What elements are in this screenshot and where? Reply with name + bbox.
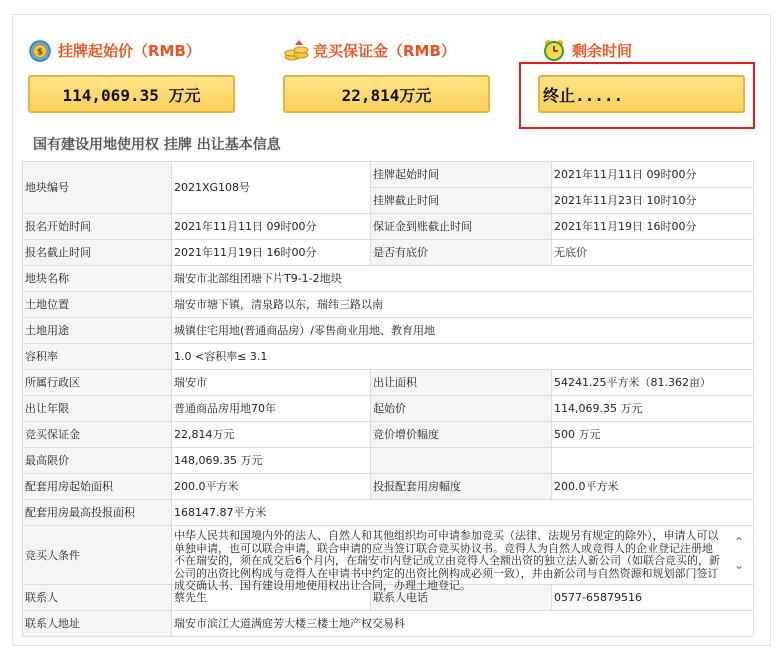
table-row [23, 214, 754, 240]
start-price-box: 114,069.35 万元 [28, 75, 235, 113]
district-label: 所属行政区 [23, 370, 172, 396]
housing-max-label: 配套用房最高投报面积 [23, 500, 172, 526]
term-label: 出让年限 [23, 396, 172, 422]
plot-no-label: 地块编号 [23, 162, 172, 214]
increment-value: 500 万元 [552, 422, 754, 448]
housing-step-label: 投报配套用房幅度 [371, 474, 552, 500]
table-row [23, 370, 754, 396]
deposit-deadline-value: 2021年11月19日 16时00分 [552, 214, 754, 240]
deposit-label [283, 36, 456, 64]
increment-label: 竞价增价幅度 [371, 422, 552, 448]
highlight-annotation [519, 62, 755, 129]
remaining-time-label [542, 36, 632, 64]
housing-start-value: 200.0平方米 [172, 474, 371, 500]
listing-end-label: 挂牌截止时间 [371, 188, 552, 214]
table-row [23, 240, 754, 266]
table-row [23, 318, 754, 344]
listing-start-label: 挂牌起始时间 [371, 162, 552, 188]
reg-end-label: 报名截止时间 [23, 240, 172, 266]
table-row [23, 611, 754, 637]
svg-text:$: $ [36, 47, 44, 58]
plot-no-value: 2021XG108号 [172, 162, 371, 214]
table-row [23, 474, 754, 500]
area-label: 出让面积 [371, 370, 552, 396]
listing-start-value: 2021年11月11日 09时00分 [552, 162, 754, 188]
alarm-clock-icon [542, 38, 566, 62]
table-row [23, 292, 754, 318]
table-row [23, 422, 754, 448]
deposit-label-text: 竞买保证金（RMB） [313, 41, 456, 60]
listing-end-value: 2021年11月23日 10时10分 [552, 188, 754, 214]
deposit-row-label: 竞买保证金 [23, 422, 172, 448]
section-title: 国有建设用地使用权 挂牌 出让基本信息 [33, 137, 281, 153]
plot-name-label: 地块名称 [23, 266, 172, 292]
table-row [23, 500, 754, 526]
bidder-conditions-text[interactable]: 中华人民共和国境内外的法人、自然人和其他组织均可申请参加竞买（法律、法规另有规定的除外），申请人可以单独申请，也可以联合申请，联合申请的应当签订联合竞买协议书。竞得人为自然人或竞得人的企业登记注册地不在瑞安的，须在成交后6个月内，在瑞安市内登记成立由竞得人全额出资的独立法人新公司（如联合竞买的，新公司的出资比例构成与竞得人在申请书中约定的出资比例构成必须一致），并由新公司与自然资源和规划部门签订成交确认书、国有建设用地使用权出让合同，办理土地登记。 [174, 529, 720, 592]
coins-icon [283, 38, 307, 62]
reg-end-value: 2021年11月19日 16时00分 [172, 240, 371, 266]
remaining-time-box: 终止..... [538, 75, 745, 113]
table-row [23, 266, 754, 292]
start-price-row-value: 114,069.35 万元 [552, 396, 754, 422]
contact-value: 蔡先生 [172, 585, 371, 611]
money-bag-icon [28, 38, 52, 62]
far-value: 1.0 <容积率≤ 3.1 [172, 344, 754, 370]
chevron-up-icon[interactable]: ⌃ [733, 535, 745, 549]
start-price-label [28, 36, 201, 64]
deposit-row-value: 22,814万元 [172, 422, 371, 448]
location-value: 瑞安市塘下镇，清泉路以东，瑞纬三路以南 [172, 292, 754, 318]
area-value: 54241.25平方米（81.362亩） [552, 370, 754, 396]
max-price-label: 最高限价 [23, 448, 172, 474]
empty-cell [552, 448, 754, 474]
usage-label: 土地用途 [23, 318, 172, 344]
remaining-time-label-text: 剩余时间 [572, 41, 633, 60]
usage-value: 城镇住宅用地(普通商品房）/零售商业用地、教育用地 [172, 318, 754, 344]
address-value: 瑞安市滨江大道满庭芳大楼三楼土地产权交易科 [172, 611, 754, 637]
table-row [23, 162, 754, 188]
housing-max-value: 168147.87平方米 [172, 500, 754, 526]
empty-cell [371, 448, 552, 474]
deposit-deadline-label: 保证金到账截止时间 [371, 214, 552, 240]
table-row [23, 396, 754, 422]
chevron-down-icon[interactable]: ⌄ [733, 558, 745, 572]
max-price-value: 148,069.35 万元 [172, 448, 371, 474]
term-value: 普通商品房用地70年 [172, 396, 371, 422]
table-row [23, 448, 754, 474]
scroll-control[interactable] [731, 536, 747, 572]
deposit-box: 22,814万元 [283, 75, 490, 113]
bidder-conditions-cell [172, 526, 754, 592]
reserve-value: 无底价 [552, 240, 754, 266]
table-row [23, 344, 754, 370]
far-label: 容积率 [23, 344, 172, 370]
location-label: 土地位置 [23, 292, 172, 318]
address-label: 联系人地址 [23, 611, 172, 637]
housing-start-label: 配套用房起始面积 [23, 474, 172, 500]
plot-name-value: 瑞安市北部组团塘下片T9-1-2地块 [172, 266, 754, 292]
reserve-label: 是否有底价 [371, 240, 552, 266]
housing-step-value: 200.0平方米 [552, 474, 754, 500]
land-info-table [22, 161, 754, 637]
bidder-conditions-label: 竞买人条件 [23, 526, 172, 585]
reg-start-value: 2021年11月11日 09时00分 [172, 214, 371, 240]
start-price-label-text: 挂牌起始价（RMB） [58, 41, 201, 60]
table-row [23, 526, 754, 585]
phone-value: 0577-65879516 [552, 585, 754, 611]
district-value: 瑞安市 [172, 370, 371, 396]
reg-start-label: 报名开始时间 [23, 214, 172, 240]
start-price-row-label: 起始价 [371, 396, 552, 422]
phone-label: 联系人电话 [371, 585, 552, 611]
contact-label: 联系人 [23, 585, 172, 611]
